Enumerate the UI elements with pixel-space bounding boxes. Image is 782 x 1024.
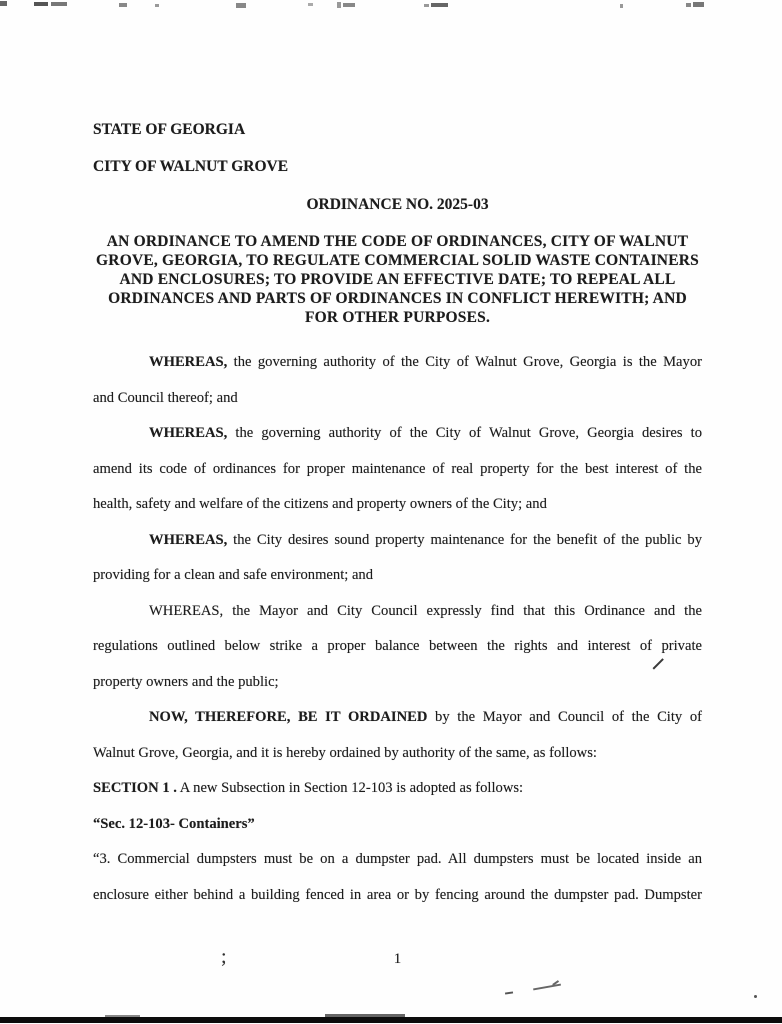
title-line: AND ENCLOSURES; TO PROVIDE AN EFFECTIVE DATE; TO REPEAL ALL	[119, 271, 676, 288]
city-heading: CITY OF WALNUT GROVE	[93, 158, 289, 175]
body-line	[93, 807, 702, 843]
scan-artifact-dot	[754, 995, 757, 998]
ordinance-number-heading: ORDINANCE NO. 2025-03	[306, 196, 489, 213]
body-line-lead: “Sec. 12-103- Containers”	[93, 815, 255, 832]
body-line	[93, 345, 702, 381]
body-line-text: and Council thereof; and	[93, 389, 238, 406]
scan-artifact-mark	[51, 2, 67, 6]
scan-artifact-mark	[0, 1, 7, 6]
body-line	[93, 700, 702, 736]
body-line-lead: SECTION 1 .	[93, 780, 177, 796]
body-line-lead: NOW, THEREFORE, BE IT ORDAINED	[149, 709, 428, 725]
body-line	[93, 629, 702, 665]
body-line-text: amend its code of ordinances for proper maintenance of real property for the best interest of the	[93, 460, 702, 477]
scan-artifact-mark	[34, 2, 48, 6]
title-line: GROVE, GEORGIA, TO REGULATE COMMERCIAL SOLID WASTE CONTAINERS	[96, 252, 699, 269]
body-line-lead: WHEREAS,	[149, 425, 228, 441]
body-line	[93, 381, 702, 417]
scan-artifact-mark	[686, 3, 691, 7]
body-line-lead: WHEREAS,	[149, 354, 228, 370]
body-line	[93, 878, 702, 914]
scan-artifact-mark	[343, 3, 355, 7]
body-line	[93, 594, 702, 630]
scan-artifact-mark	[431, 3, 448, 7]
title-line: ORDINANCES AND PARTS OF ORDINANCES IN CONFLICT HEREWITH; AND	[108, 290, 687, 307]
body-line-text: the City desires sound property maintenance for the benefit of the public by	[227, 531, 702, 548]
stray-mark: ;	[221, 946, 227, 968]
scan-artifact-mark	[424, 4, 429, 7]
title-line: FOR OTHER PURPOSES.	[304, 309, 491, 326]
body-line-lead: WHEREAS,	[149, 531, 228, 548]
title-line: AN ORDINANCE TO AMEND THE CODE OF ORDINANCES, CITY OF WALNUT	[106, 233, 689, 250]
body-line-text: property owners and the public;	[93, 673, 279, 690]
scan-artifact-mark	[533, 984, 561, 990]
page-number: 1	[393, 951, 402, 967]
body-line-text: regulations outlined below strike a proper balance between the rights and interest of private	[93, 638, 702, 654]
body-line	[93, 558, 702, 594]
body-line	[93, 736, 702, 772]
body-line-text: providing for a clean and safe environment; and	[93, 567, 374, 583]
body-line	[93, 452, 702, 488]
body-line	[93, 665, 702, 701]
state-heading: STATE OF GEORGIA	[93, 121, 246, 138]
body-line	[93, 771, 702, 807]
body-line-text: health, safety and welfare of the citizens and property owners of the City; and	[93, 496, 547, 512]
ordinance-body	[93, 345, 702, 913]
scan-artifact-mark	[337, 2, 341, 8]
body-line-text: “3. Commercial dumpsters must be on a dumpster pad. All dumpsters must be located inside an	[93, 851, 702, 867]
body-line	[93, 416, 702, 452]
body-line-text: the governing authority of the City of Walnut Grove, Georgia is the Mayor	[227, 354, 702, 370]
ordinance-title	[93, 232, 702, 327]
scan-artifact-mark	[620, 4, 623, 8]
scan-artifact-mark	[119, 3, 127, 7]
body-line-text: enclosure either behind a building fenced in area or by fencing around the dumpster pad. Dumpster	[93, 886, 702, 903]
scan-artifact-mark	[236, 3, 246, 8]
scanner-edge-bar	[0, 1017, 782, 1023]
body-line-text: Walnut Grove, Georgia, and it is hereby ordained by authority of the same, as follows:	[93, 744, 597, 761]
scan-artifact-mark	[505, 991, 513, 994]
body-line-text: the governing authority of the City of Walnut Grove, Georgia desires to	[227, 425, 702, 441]
body-line-text: A new Subsection in Section 12-103 is adopted as follows:	[176, 780, 524, 796]
body-line-text: WHEREAS, the Mayor and City Council expressly find that this Ordinance and the	[149, 602, 702, 619]
body-line	[93, 487, 702, 523]
scan-artifact-mark	[308, 3, 313, 6]
body-line	[93, 842, 702, 878]
scan-artifact-mark	[155, 4, 159, 7]
body-line	[93, 523, 702, 559]
scan-artifact-mark	[693, 2, 704, 7]
body-line-text: by the Mayor and Council of the City of	[427, 709, 703, 725]
